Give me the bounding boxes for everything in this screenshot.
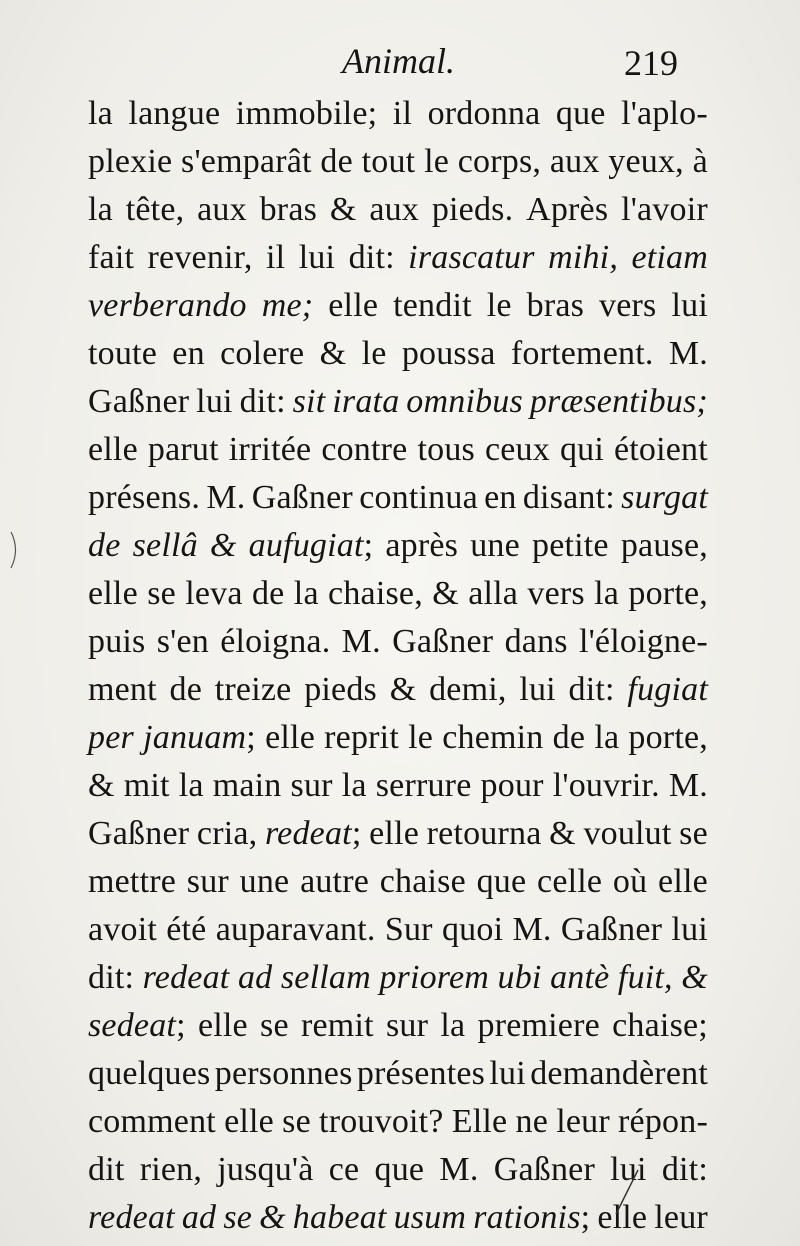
- word: une: [470, 527, 520, 564]
- word: redeat: [142, 959, 230, 996]
- left-margin-bracket-mark: [8, 530, 22, 570]
- word: yeux,: [608, 143, 684, 180]
- word: celle: [537, 863, 603, 900]
- word: revenir,: [147, 239, 253, 276]
- word: poussa: [401, 335, 496, 372]
- word: ment: [88, 671, 157, 708]
- word: surgat: [621, 479, 708, 516]
- word: fuit,: [617, 959, 673, 996]
- word: M.: [341, 623, 381, 660]
- word: ubi: [497, 959, 542, 996]
- word: la: [293, 575, 319, 612]
- word: présentes: [356, 1055, 486, 1092]
- word: dit:: [88, 959, 135, 996]
- word: immobile;: [235, 95, 378, 132]
- word: elle: [328, 287, 379, 324]
- text-line: [88, 810, 708, 858]
- word: que: [555, 95, 606, 132]
- word: l'avoir: [621, 191, 708, 228]
- running-title: Animal.: [342, 41, 455, 81]
- word: quoi: [441, 911, 504, 948]
- word: redeat;: [265, 815, 362, 852]
- word: sellâ: [132, 527, 198, 564]
- word: en: [172, 335, 205, 372]
- text-line: [88, 1050, 708, 1098]
- word: l'éloigne-: [578, 623, 708, 660]
- word: alla: [468, 575, 519, 612]
- word: lui: [298, 239, 336, 276]
- word: tendit: [393, 287, 472, 324]
- word: étoient: [613, 431, 708, 468]
- word: me;: [261, 287, 314, 324]
- word: irata: [332, 383, 400, 420]
- word: éloigna.: [220, 623, 331, 660]
- body-text: [88, 90, 708, 1242]
- text-line: [88, 186, 708, 234]
- word: elle: [658, 863, 708, 900]
- word: qui: [559, 431, 604, 468]
- word: M.: [668, 767, 708, 804]
- word: lui: [196, 383, 233, 420]
- word: le: [361, 335, 387, 372]
- word: contre: [321, 431, 408, 468]
- word: la: [88, 191, 113, 228]
- word: elle: [597, 1199, 648, 1236]
- word: dit:: [661, 1151, 708, 1188]
- word: vers: [599, 287, 657, 324]
- word: pieds: [304, 671, 377, 708]
- word: à: [692, 143, 708, 180]
- word: dans: [504, 623, 568, 660]
- text-line: [88, 426, 708, 474]
- word: pour: [480, 767, 544, 804]
- word: tous: [417, 431, 475, 468]
- text-line: [88, 522, 708, 570]
- word: porte,: [628, 719, 708, 756]
- word: de: [320, 143, 353, 180]
- text-line: [88, 234, 708, 282]
- word: sur: [186, 863, 229, 900]
- word: Gaßner: [251, 479, 353, 516]
- word: irritée: [228, 431, 312, 468]
- word: chaise;: [612, 1007, 708, 1044]
- word: dit:: [568, 671, 615, 708]
- word: corps,: [457, 143, 542, 180]
- word: après: [385, 527, 459, 564]
- word: se: [679, 815, 708, 852]
- word: quelques: [88, 1055, 211, 1092]
- word: cria,: [196, 815, 258, 852]
- text-line: [88, 90, 708, 138]
- word: &: [432, 575, 459, 612]
- word: présens.: [88, 479, 201, 516]
- word: pieds.: [431, 191, 514, 228]
- word: reprit: [324, 719, 399, 756]
- word: jusqu'à: [217, 1151, 314, 1188]
- text-line: [88, 618, 708, 666]
- word: &: [681, 959, 708, 996]
- word: avoit: [88, 911, 157, 948]
- word: chemin: [442, 719, 544, 756]
- word: de: [169, 671, 203, 708]
- word: aux: [549, 143, 600, 180]
- word: toute: [88, 335, 157, 372]
- word: dit:: [239, 383, 286, 420]
- word: lui: [671, 287, 708, 324]
- word: &: [549, 815, 576, 852]
- word: il: [392, 95, 413, 132]
- word: sur: [290, 767, 333, 804]
- word: aux: [197, 191, 247, 228]
- page-number: 219: [624, 43, 678, 83]
- word: rien,: [139, 1151, 203, 1188]
- text-line: [88, 282, 708, 330]
- word: petite: [532, 527, 609, 564]
- text-line: [88, 954, 708, 1002]
- word: premiere: [477, 1007, 600, 1044]
- word: elle: [224, 1103, 274, 1140]
- word: M.: [512, 911, 552, 948]
- text-line: [88, 474, 708, 522]
- word: tête,: [125, 191, 185, 228]
- word: pause,: [620, 527, 708, 564]
- text-line: [88, 1002, 708, 1050]
- word: demandèrent: [530, 1055, 708, 1092]
- word: se: [147, 575, 176, 612]
- word: tout: [361, 143, 416, 180]
- word: lui: [671, 911, 708, 948]
- word: sur: [385, 1007, 429, 1044]
- word: plexie: [88, 143, 173, 180]
- word: &: [389, 671, 417, 708]
- word: la: [594, 719, 620, 756]
- word: colere: [220, 335, 305, 372]
- word: lui: [610, 1151, 647, 1188]
- word: remit: [300, 1007, 374, 1044]
- word: elle: [88, 575, 138, 612]
- word: retourna: [426, 815, 542, 852]
- word: ceux: [484, 431, 550, 468]
- word: &: [329, 191, 357, 228]
- word: le: [408, 719, 434, 756]
- word: Gaßner: [392, 623, 494, 660]
- word: leva: [185, 575, 243, 612]
- word: dit:: [348, 239, 395, 276]
- word: chaise,: [328, 575, 423, 612]
- word: il: [265, 239, 286, 276]
- word: la: [594, 575, 620, 612]
- word: voulut: [583, 815, 672, 852]
- text-line: [88, 714, 708, 762]
- word: Gaßner: [493, 1151, 595, 1188]
- word: où: [612, 863, 648, 900]
- word: de: [88, 527, 121, 564]
- word: l'ouvrir.: [552, 767, 660, 804]
- word: continua: [359, 479, 478, 516]
- word: que: [476, 863, 527, 900]
- word: &: [259, 1199, 286, 1236]
- word: personnes: [214, 1055, 353, 1092]
- word: chaise: [379, 863, 466, 900]
- word: priorem: [379, 959, 490, 996]
- word: redeat: [88, 1199, 175, 1236]
- text-line: [88, 1098, 708, 1146]
- page-header: [0, 36, 800, 86]
- word: la: [440, 1007, 466, 1044]
- word: omnibus: [406, 383, 523, 420]
- word: M.: [668, 335, 708, 372]
- text-line: [88, 858, 708, 906]
- word: elle: [265, 719, 315, 756]
- word: fait: [88, 239, 135, 276]
- word: l'aplo-: [621, 95, 708, 132]
- word: en: [484, 479, 517, 516]
- word: elle: [197, 1007, 248, 1044]
- word: irascatur: [408, 239, 535, 276]
- word: Gaßner: [88, 815, 190, 852]
- word: leur: [654, 1199, 708, 1236]
- word: M.: [206, 479, 246, 516]
- word: lui: [489, 1055, 526, 1092]
- word: præsentibus;: [529, 383, 708, 420]
- word: ne: [515, 1103, 549, 1140]
- word: ordonna: [427, 95, 541, 132]
- word: bras: [259, 191, 318, 228]
- word: habeat: [292, 1199, 387, 1236]
- word: M.: [439, 1151, 479, 1188]
- word: dit: [88, 1151, 125, 1188]
- word: s'emparât: [181, 143, 312, 180]
- word: que: [374, 1151, 425, 1188]
- word: ce: [328, 1151, 360, 1188]
- word: antè: [550, 959, 610, 996]
- word: mettre: [88, 863, 177, 900]
- word: treize: [214, 671, 292, 708]
- word: auparavant.: [215, 911, 376, 948]
- word: Gaßner: [88, 383, 190, 420]
- text-line: [88, 906, 708, 954]
- word: main: [212, 767, 282, 804]
- word: se: [282, 1103, 311, 1140]
- word: Elle: [451, 1103, 508, 1140]
- word: de: [251, 575, 285, 612]
- word: mit: [123, 767, 170, 804]
- text-line: [88, 330, 708, 378]
- word: puis: [88, 623, 146, 660]
- word: fugiat: [627, 671, 708, 708]
- word: mihi,: [548, 239, 619, 276]
- word: se: [223, 1199, 253, 1236]
- word: usum: [393, 1199, 467, 1236]
- word: de: [552, 719, 586, 756]
- word: porte,: [628, 575, 708, 612]
- word: Sur: [384, 911, 433, 948]
- word: rationis;: [473, 1199, 591, 1236]
- word: leur: [556, 1103, 610, 1140]
- word: verberando: [88, 287, 247, 324]
- word: la: [178, 767, 204, 804]
- text-line: [88, 138, 708, 186]
- text-line: [88, 570, 708, 618]
- pencil-stroke-mark: [612, 1168, 642, 1218]
- word: une: [239, 863, 290, 900]
- word: se: [260, 1007, 289, 1044]
- word: vers: [527, 575, 585, 612]
- word: s'en: [156, 623, 209, 660]
- word: aufugiat;: [248, 527, 374, 564]
- word: lui: [519, 671, 556, 708]
- word: sit: [292, 383, 326, 420]
- word: la: [88, 95, 113, 132]
- word: Après: [526, 191, 609, 228]
- word: &: [88, 767, 115, 804]
- word: ad: [181, 1199, 217, 1236]
- word: demi,: [429, 671, 507, 708]
- word: été: [166, 911, 207, 948]
- word: elle: [369, 815, 419, 852]
- word: le: [486, 287, 512, 324]
- text-line: [88, 762, 708, 810]
- word: &: [209, 527, 237, 564]
- text-line: [88, 378, 708, 426]
- word: sedeat;: [88, 1007, 186, 1044]
- word: aux: [369, 191, 420, 228]
- word: parut: [147, 431, 219, 468]
- text-line: [88, 666, 708, 714]
- word: disant:: [522, 479, 615, 516]
- word: répon-: [618, 1103, 708, 1140]
- word: &: [319, 335, 347, 372]
- word: la: [341, 767, 367, 804]
- word: januam;: [143, 719, 256, 756]
- word: etiam: [631, 239, 708, 276]
- word: ad: [237, 959, 273, 996]
- word: Gaßner: [560, 911, 663, 948]
- word: autre: [300, 863, 370, 900]
- word: trouvoit?: [319, 1103, 444, 1140]
- word: le: [424, 143, 450, 180]
- word: comment: [88, 1103, 216, 1140]
- word: serrure: [375, 767, 472, 804]
- word: bras: [526, 287, 585, 324]
- word: fortement.: [510, 335, 654, 372]
- word: sellam: [280, 959, 371, 996]
- word: elle: [88, 431, 138, 468]
- word: per: [88, 719, 134, 756]
- word: langue: [128, 95, 221, 132]
